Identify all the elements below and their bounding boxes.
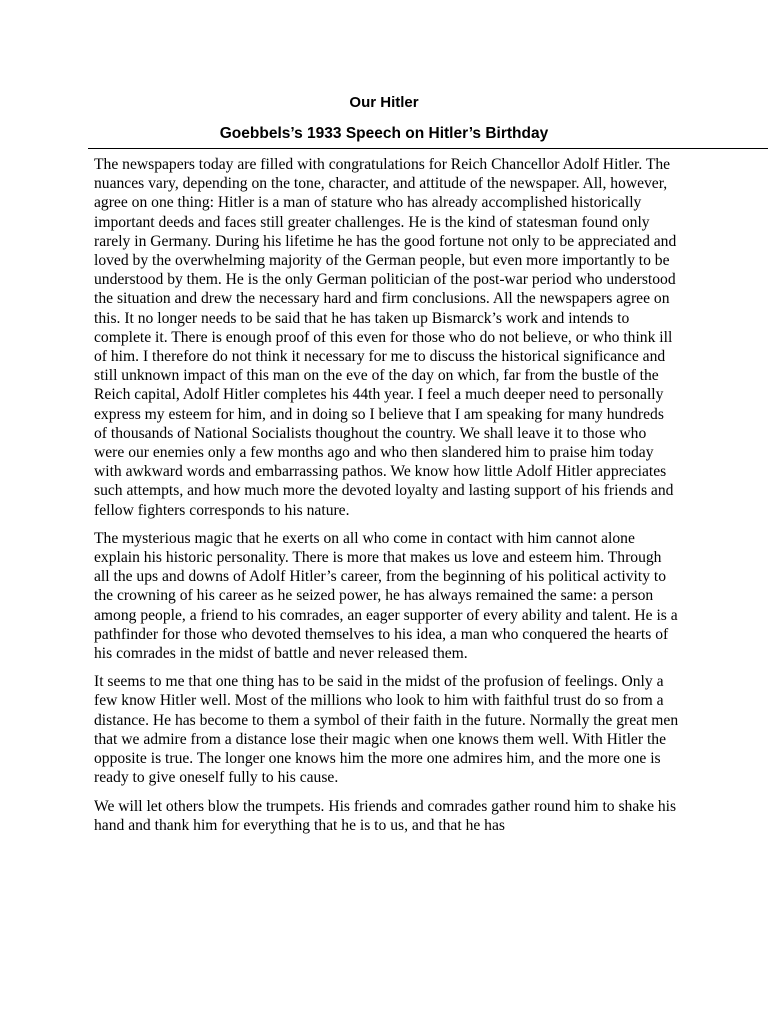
document-title: Our Hitler	[349, 94, 419, 111]
paragraph-4: We will let others blow the trumpets. His friends and comrades gather round him to shake his hand and thank him for everything that he is to us, and that he has	[94, 797, 677, 834]
title-divider	[88, 148, 768, 149]
paragraph-3: It seems to me that one thing has to be said in the midst of the profusion of feelings. Only a few know Hitler well. Most of the millions who look to him with faithful trust do so from a distance. He has become to them a symbol of their faith in the future. Normally the great men that we admire from a distance lose their magic when one knows them well. With Hitler the opposite is true. The longer one knows him the more one admires him, and the more one is ready to give oneself fully to his cause.	[94, 673, 679, 787]
document-subtitle: Goebbels’s 1933 Speech on Hitler’s Birthday	[219, 125, 549, 142]
document-body	[94, 155, 680, 844]
paragraph-1: The newspapers today are filled with congratulations for Reich Chancellor Adolf Hitler. The nuances vary, depending on the tone, character, and attitude of the newspaper. All, however, agree on one thing: Hitler is a man of stature who has already accomplished historically important deeds and faces still greater challenges. He is the kind of statesman found only rarely in Germany. During his lifetime he has the good fortune not only to be appreciated and loved by the overwhelming majority of the German people, but even more importantly to be understood by them. He is the only German politician of the post-war period who understood the situation and drew the necessary hard and firm conclusions. All the newspapers agree on this. It no longer needs to be said that he has taken up Bismarck’s work and intends to complete it. There is enough proof of this even for those who do not believe, or who think ill of him. I therefore do not think it necessary for me to discuss the historical significance and still unknown impact of this man on the eve of the day on which, far from the bustle of the Reich capital, Adolf Hitler completes his 44th year. I feel a much deeper need to personally express my esteem for him, and in doing so I believe that I am speaking for many hundreds of thousands of National Socialists thoughout the country. We shall leave it to those who were our enemies only a few months ago and who then slandered him to praise him today with awkward words and embarrassing pathos. We know how little Adolf Hitler appreciates such attempts, and how much more the devoted loyalty and lasting support of his friends and fellow fighters corresponds to his nature.	[94, 156, 677, 519]
paragraph-2: The mysterious magic that he exerts on all who come in contact with him cannot alone explain his historic personality. There is more that makes us love and esteem him. Through all the ups and downs of Adolf Hitler’s career, from the beginning of his political activity to the crowning of his career as he seized power, he has always remained the same: a person among people, a friend to his comrades, an eager supporter of every ability and talent. He is a pathfinder for those who devoted themselves to his idea, a man who conquered the hearts of his comrades in the midst of battle and never released them.	[94, 529, 678, 663]
